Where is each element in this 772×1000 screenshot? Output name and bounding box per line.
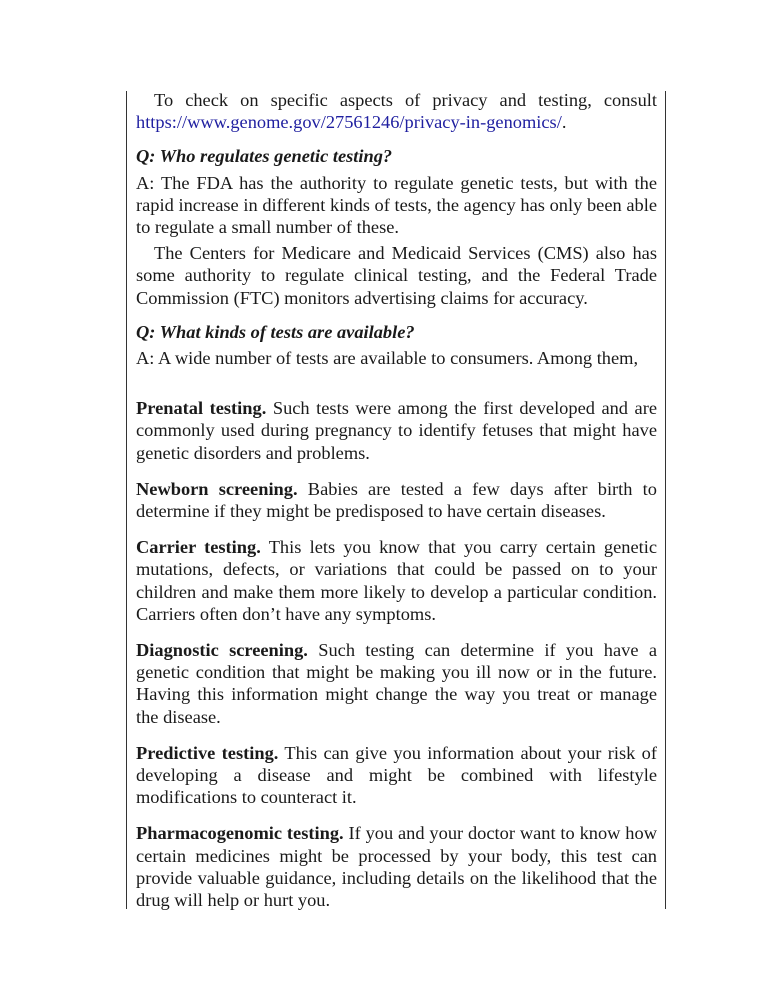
test-item-predictive (136, 742, 657, 809)
test-description: Such testing can determine if you have a genetic condition that might be making you ill now or in the future. Having this information might change the way you treat or manage the disease. (136, 640, 657, 727)
test-term: Carrier testing. (136, 537, 261, 558)
privacy-text: To check on specific aspects of privacy and testing, consult (154, 90, 657, 110)
question-test-kinds: Q: What kinds of tests are available? (136, 321, 415, 342)
test-item-newborn (136, 478, 657, 522)
privacy-link[interactable]: https://www.genome.gov/27561246/privacy-in-genomics/ (136, 112, 562, 133)
test-description: This can give you information about your risk of developing a disease and might be combined with lifestyle modifications to counteract it. (136, 742, 658, 808)
test-description: This lets you know that you carry certain genetic mutations, defects, or variations that could be passed on to your children and make them more likely to develop a particular condition. Carriers often don’t have any symptoms. (136, 537, 658, 624)
test-description: Such tests were among the first developed and are commonly used during pregnancy to identify fetuses that might have genetic disorders and problems. (136, 398, 657, 463)
privacy-period: . (561, 112, 567, 133)
test-description: If you and your doctor want to know how certain medicines might be processed by your body, this test can provide valuable guidance, including details on the likelihood that the drug will help or hurt you. (136, 823, 657, 911)
document-body (136, 89, 657, 911)
answer-test-kinds: A: A wide number of tests are available to consumers. Among them, (136, 348, 639, 369)
test-term: Pharmacogenomic testing. (136, 823, 344, 844)
answer-regulation: A: The FDA has the authority to regulate genetic tests, but with the rapid increase in different kinds of tests, the agency has only been able to regulate a small number of these. (136, 172, 657, 238)
test-description: Babies are tested a few days after birth to determine if they might be predisposed to have certain diseases. (136, 478, 657, 522)
test-item-prenatal (136, 397, 657, 464)
test-term: Prenatal testing. (136, 398, 267, 419)
test-term: Newborn screening. (136, 478, 298, 499)
regulation-paragraph-2: The Centers for Medicare and Medicaid Services (CMS) also has some authority to regulate clinical testing, and the Federal Trade Commission (FTC) monitors advertising claims for accuracy. (136, 243, 657, 308)
test-item-diagnostic (136, 639, 657, 728)
test-item-pharmacogenomic (136, 822, 657, 911)
test-term: Diagnostic screening. (136, 640, 308, 661)
question-regulation: Q: Who regulates genetic testing? (136, 146, 393, 167)
privacy-paragraph (136, 89, 657, 133)
test-item-carrier (136, 536, 657, 625)
test-term: Predictive testing. (136, 742, 279, 763)
